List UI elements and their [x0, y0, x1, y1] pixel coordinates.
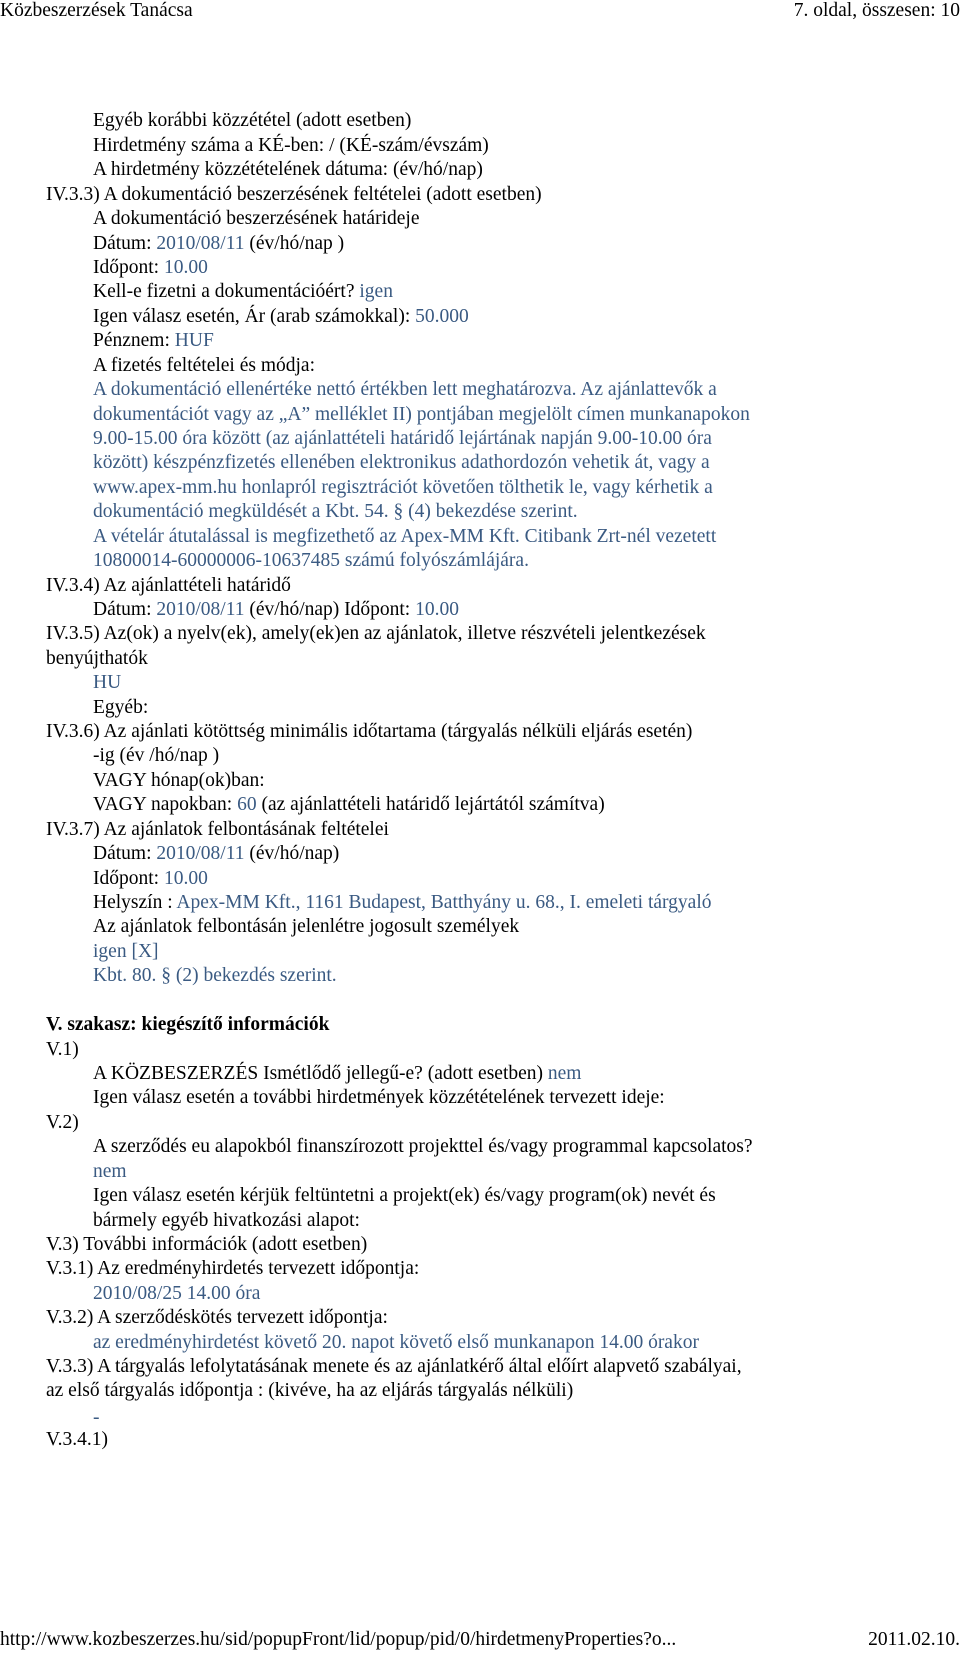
field-label: V.1) — [46, 1039, 79, 1060]
text-line — [46, 1110, 79, 1135]
field-value: dokumentáció megküldését a Kbt. 54. § (4) bekezdése szerint. — [93, 501, 578, 522]
text-line — [93, 1134, 753, 1159]
field-label: A fizetés feltételei és módja: — [93, 355, 315, 376]
field-label: (év/hó/nap) Időpont: — [244, 599, 416, 620]
text-line — [93, 890, 712, 915]
field-label: (az ajánlattételi határidő lejártától számítva) — [256, 794, 605, 815]
text-line — [93, 597, 459, 622]
text-line — [93, 231, 344, 256]
field-value: - — [93, 1407, 100, 1428]
text-line — [93, 206, 419, 231]
text-line — [46, 182, 542, 207]
field-value: nem — [93, 1161, 127, 1182]
text-line — [93, 353, 315, 378]
text-line — [93, 866, 208, 891]
text-line — [46, 1427, 108, 1452]
field-value: 10.00 — [163, 868, 208, 889]
text-line — [46, 1378, 573, 1403]
field-value: Apex-MM Kft., 1161 Budapest, Batthyány u. 68., I. emeleti tárgyaló — [176, 892, 712, 913]
field-label: V.3.2) A szerződéskötés tervezett időpontja: — [46, 1307, 388, 1328]
text-line — [46, 1305, 388, 1330]
field-label: Dátum: — [93, 599, 157, 620]
text-line — [93, 1208, 360, 1233]
field-value: 2010/08/11 — [156, 843, 245, 864]
field-label: VAGY hónap(ok)ban: — [93, 770, 265, 791]
text-line — [93, 157, 483, 182]
field-value: A vételár átutalással is megfizethető az Apex-MM Kft. Citibank Zrt-nél vezetett — [93, 526, 717, 547]
field-value: igen [X] — [93, 941, 159, 962]
field-value: 10800014-60000006-10637485 számú folyószámlájára. — [93, 550, 529, 571]
text-line — [93, 402, 750, 427]
text-line — [93, 743, 219, 768]
field-label: Igen válasz esetén kérjük feltüntetni a projekt(ek) és/vagy program(ok) nevét és — [93, 1185, 716, 1206]
text-line — [93, 1061, 581, 1086]
text-line — [93, 450, 710, 475]
field-label: Helyszín : — [93, 892, 177, 913]
text-line — [93, 1183, 716, 1208]
field-value: 50.000 — [415, 306, 469, 327]
field-label: (év/hó/nap) — [244, 843, 340, 864]
text-line — [93, 695, 148, 720]
text-line — [93, 328, 214, 353]
field-value: 2010/08/11 — [156, 599, 245, 620]
field-value: között) készpénzfizetés ellenében elektronikus adathordozón vehetik át, vagy a — [93, 452, 710, 473]
text-line — [46, 1354, 742, 1379]
field-value: 10.00 — [163, 257, 208, 278]
field-label: V.2) — [46, 1112, 79, 1133]
field-label: IV.3.7) Az ajánlatok felbontásának feltételei — [46, 819, 389, 840]
field-label: Az ajánlatok felbontásán jelenlétre jogosult személyek — [93, 916, 520, 937]
text-line — [93, 255, 208, 280]
text-line — [46, 646, 148, 671]
field-label: benyújthatók — [46, 648, 148, 669]
field-label: IV.3.5) Az(ok) a nyelv(ek), amely(ek)en az ajánlatok, illetve részvételi jelentkezések — [46, 623, 706, 644]
text-line — [93, 475, 713, 500]
footer-url: http://www.kozbeszerzes.hu/sid/popupFront/lid/popup/pid/0/hirdetmenyProperties?o... — [0, 1629, 677, 1650]
field-value: dokumentációt vagy az „A” melléklet II) pontjában megjelölt címen munkanapokon — [93, 404, 750, 425]
field-label: Pénznem: — [93, 330, 175, 351]
field-value: 2010/08/11 — [156, 233, 245, 254]
field-label: VAGY napokban: — [93, 794, 238, 815]
section-heading: V. szakasz: kiegészítő információk — [46, 1014, 330, 1035]
text-line — [46, 1037, 79, 1062]
field-label: Dátum: — [93, 233, 157, 254]
field-label: V.3.4.1) — [46, 1429, 108, 1450]
field-label: Igen válasz esetén a további hirdetmények közzétételének tervezett ideje: — [93, 1087, 665, 1108]
text-line — [46, 1256, 419, 1281]
field-label: Dátum: — [93, 843, 157, 864]
text-line — [46, 621, 706, 646]
field-label: A KÖZBESZERZÉS Ismétlődő jellegű-e? (adott esetben) — [93, 1063, 548, 1084]
text-line — [46, 1232, 367, 1257]
field-value: HU — [93, 672, 122, 693]
field-label: IV.3.3) A dokumentáció beszerzésének feltételei (adott esetben) — [46, 184, 542, 205]
text-line — [93, 524, 716, 549]
field-label: Időpont: — [93, 257, 164, 278]
field-value: Kbt. 80. § (2) bekezdés szerint. — [93, 965, 337, 986]
field-label: V.3.3) A tárgyalás lefolytatásának menete és az ajánlatkérő által előírt alapvető szabályai, — [46, 1356, 742, 1377]
field-label: -ig (év /hó/nap ) — [93, 745, 220, 766]
field-value: www.apex-mm.hu honlapról regisztrációt követően tölthetik le, vagy kérhetik a — [93, 477, 713, 498]
text-line — [93, 841, 339, 866]
field-label: IV.3.6) Az ajánlati kötöttség minimális időtartama (tárgyalás nélküli eljárás esetén) — [46, 721, 693, 742]
field-value: A dokumentáció ellenértéke nettó értékben lett meghatározva. Az ajánlattevők a — [93, 379, 717, 400]
text-line — [46, 719, 692, 744]
field-label: V.3) További információk (adott esetben) — [46, 1234, 368, 1255]
text-line — [93, 304, 469, 329]
text-line — [93, 1159, 127, 1184]
field-label: Időpont: — [93, 868, 164, 889]
text-line — [93, 670, 121, 695]
text-line — [93, 1281, 260, 1306]
field-value: az eredményhirdetést követő 20. napot követő első munkanapon 14.00 órakor — [93, 1332, 699, 1353]
text-line — [93, 914, 519, 939]
field-value: nem — [547, 1063, 582, 1084]
field-value: 9.00-15.00 óra között (az ajánlattételi határidő lejártának napján 9.00-10.00 óra — [93, 428, 712, 449]
text-line — [46, 1012, 329, 1037]
text-line — [93, 133, 489, 158]
field-label: bármely egyéb hivatkozási alapot: — [93, 1210, 360, 1231]
text-line — [93, 768, 265, 793]
field-value: igen — [359, 281, 393, 302]
field-value: HUF — [174, 330, 214, 351]
field-label: IV.3.4) Az ajánlattételi határidő — [46, 575, 291, 596]
text-line — [93, 426, 712, 451]
field-value: 10.00 — [415, 599, 459, 620]
field-label: A hirdetmény közzétételének dátuma: (év/hó/nap) — [93, 159, 483, 180]
text-line — [46, 817, 389, 842]
text-line — [93, 963, 337, 988]
field-label: Egyéb: — [93, 697, 149, 718]
header-site-title: Közbeszerzések Tanácsa — [0, 0, 193, 21]
header-page-number: 7. oldal, összesen: 10 — [793, 0, 960, 21]
field-label: A szerződés eu alapokból finanszírozott projekttel és/vagy programmal kapcsolatos? — [93, 1136, 753, 1157]
footer-date: 2011.02.10. — [868, 1629, 960, 1650]
field-label: V.3.1) Az eredményhirdetés tervezett időpontja: — [46, 1258, 420, 1279]
text-line — [93, 1085, 665, 1110]
field-label: az első tárgyalás időpontja : (kivéve, ha az eljárás tárgyalás nélküli) — [46, 1380, 574, 1401]
text-line — [93, 279, 393, 304]
text-line — [46, 573, 291, 598]
text-line — [93, 792, 605, 817]
text-line — [93, 377, 717, 402]
field-label: Egyéb korábbi közzététel (adott esetben) — [93, 110, 412, 131]
text-line — [93, 1330, 699, 1355]
field-label: (év/hó/nap ) — [244, 233, 345, 254]
field-label: Hirdetmény száma a KÉ-ben: / (KÉ-szám/évszám) — [93, 135, 489, 156]
field-label: Igen válasz esetén, Ár (arab számokkal): — [93, 306, 416, 327]
text-line — [93, 548, 529, 573]
field-value: 60 — [237, 794, 257, 815]
field-label: Kell-e fizetni a dokumentációért? — [93, 281, 360, 302]
field-label: A dokumentáció beszerzésének határideje — [93, 208, 420, 229]
field-value: 2010/08/25 14.00 óra — [93, 1283, 261, 1304]
text-line — [93, 108, 411, 133]
text-line — [93, 499, 578, 524]
text-line — [93, 939, 159, 964]
